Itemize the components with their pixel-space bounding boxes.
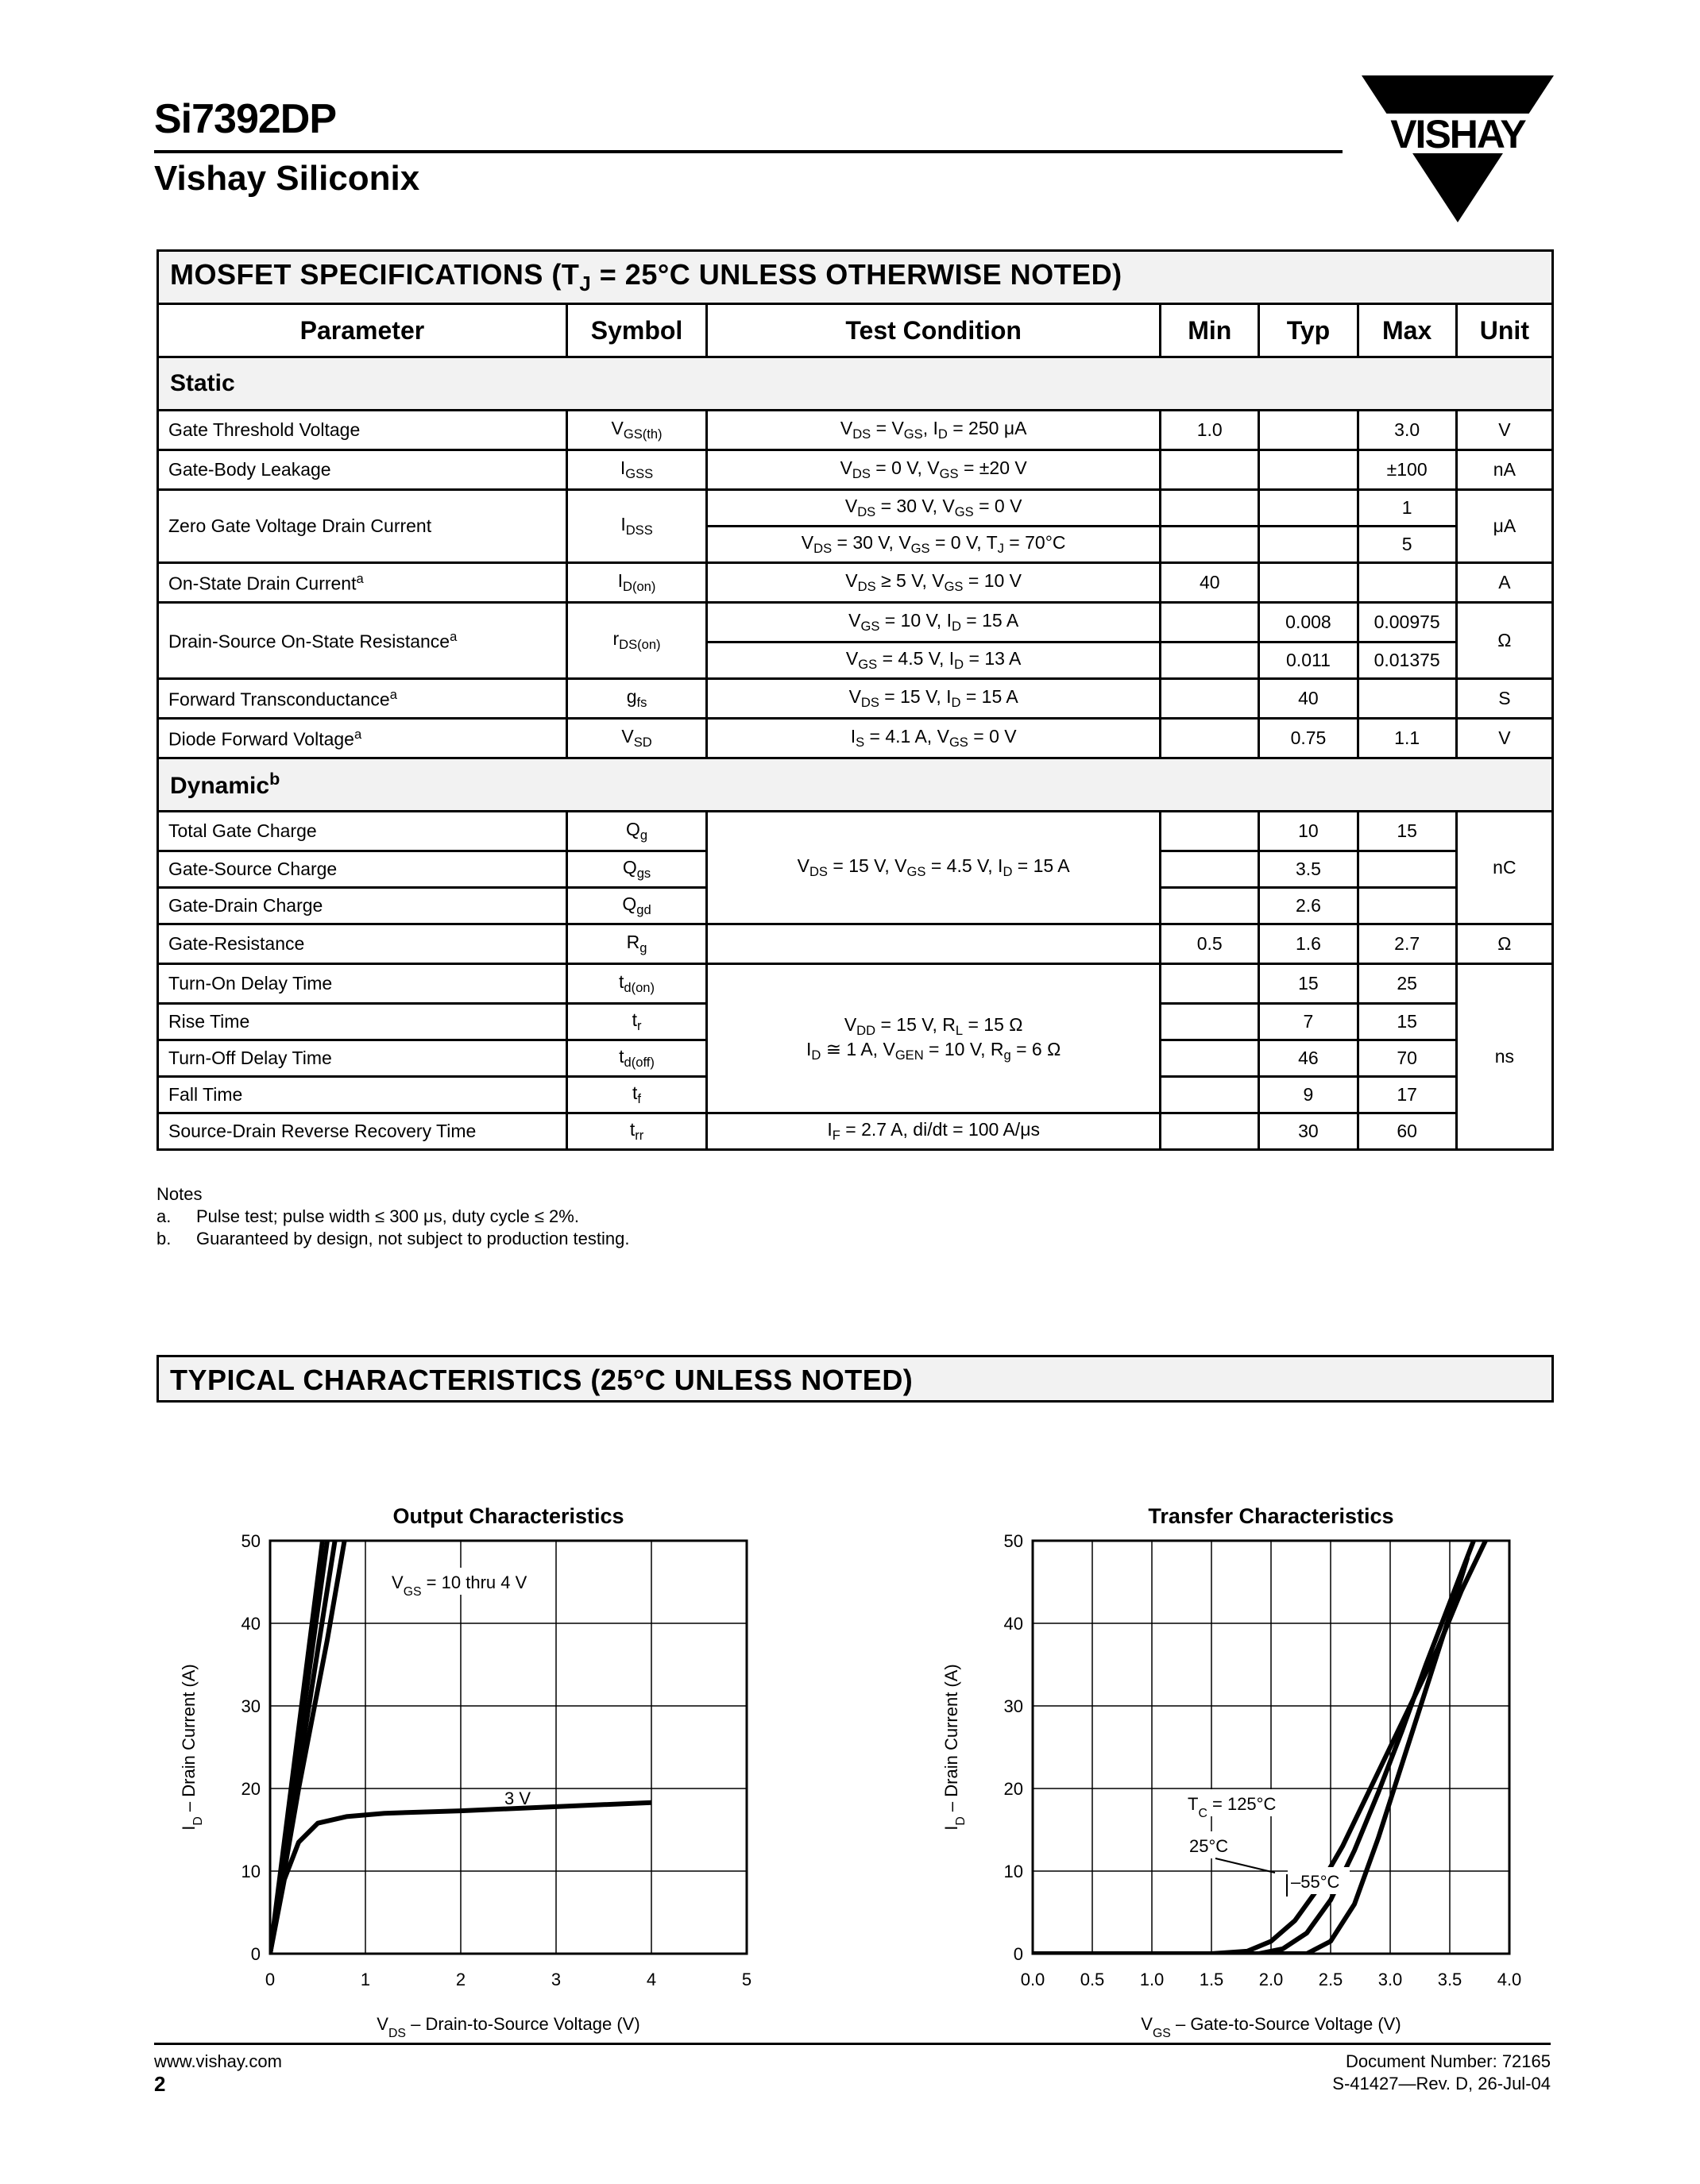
symbol-cell: $t_f$ <box>566 1077 706 1113</box>
annotation-label: 25°C <box>1189 1836 1229 1856</box>
table-row <box>158 490 1553 527</box>
typ-cell: 7 <box>1259 1004 1358 1040</box>
typ-cell <box>1259 563 1358 603</box>
unit-cell: A <box>1456 563 1552 603</box>
typ-cell <box>1259 450 1358 490</box>
y-tick-label: 10 <box>241 1862 261 1881</box>
min-cell: 1.0 <box>1161 411 1259 450</box>
vishay-logo <box>1358 75 1557 226</box>
param-cell: Turn-On Delay Time <box>158 964 567 1004</box>
min-cell <box>1161 812 1259 851</box>
note-item: a. Pulse test; pulse width ≤ 300 μs, duty cycle ≤ 2%. <box>156 1206 579 1226</box>
y-tick-label: 0 <box>250 1944 261 1964</box>
symbol-cell: $R_g$ <box>566 924 706 964</box>
max-cell: 15 <box>1358 812 1456 851</box>
col-header-test-condition: Test Condition <box>707 304 1161 357</box>
param-cell: Zero Gate Voltage Drain Current <box>158 490 567 563</box>
output-characteristics-svg <box>143 1461 779 2040</box>
max-cell <box>1358 563 1456 603</box>
y-tick-label: 50 <box>241 1531 261 1551</box>
x-axis-label: $V_{DS}$ – Drain-to-Source Voltage (V) <box>377 2014 640 2040</box>
part-number: Si7392DP <box>154 96 337 142</box>
symbol-cell: $t_{rr}$ <box>566 1113 706 1150</box>
min-cell: 0.5 <box>1161 924 1259 964</box>
table-row <box>158 603 1553 642</box>
unit-cell: Ω <box>1456 924 1552 964</box>
param-cell: Fall Time <box>158 1077 567 1113</box>
param-cell: Total Gate Charge <box>158 812 567 851</box>
y-tick-label: 20 <box>1003 1779 1023 1799</box>
symbol-cell: $Q_g$ <box>566 812 706 851</box>
min-cell <box>1161 603 1259 642</box>
min-cell <box>1161 642 1259 679</box>
table-row <box>158 1113 1553 1150</box>
param-cell: Diode Forward Voltage$^a$ <box>158 719 567 758</box>
company-name: Vishay Siliconix <box>154 159 420 198</box>
col-header-min: Min <box>1161 304 1259 357</box>
unit-cell: Ω <box>1456 603 1552 679</box>
condition-cell: $V_{DS} \ge 5$ V, $V_{GS} = 10$ V <box>707 563 1161 603</box>
annotation-label: $T_C = 125^\circ C$ <box>1188 1794 1277 1820</box>
typ-cell: 0.75 <box>1259 719 1358 758</box>
symbol-cell: $Q_{gd}$ <box>566 888 706 924</box>
max-cell: 3.0 <box>1358 411 1456 450</box>
min-cell <box>1161 851 1259 888</box>
y-tick-label: 40 <box>241 1614 261 1634</box>
section-dynamic: Dynamic$^b$ <box>158 758 1553 812</box>
transfer-characteristics-svg <box>906 1461 1541 2040</box>
param-cell: Source-Drain Reverse Recovery Time <box>158 1113 567 1150</box>
header-rule <box>154 150 1343 153</box>
annotation-label: –55°C <box>1291 1872 1340 1892</box>
series-line <box>1033 1541 1486 1954</box>
typ-cell: 3.5 <box>1259 851 1358 888</box>
typ-cell: 46 <box>1259 1040 1358 1077</box>
max-cell: 1.1 <box>1358 719 1456 758</box>
min-cell <box>1161 1004 1259 1040</box>
min-cell <box>1161 719 1259 758</box>
spec-table-title: MOSFET SPECIFICATIONS ($T_J = 25^\circ C$ UNLESS OTHERWISE NOTED) <box>158 251 1553 304</box>
condition-cell: $I_F = 2.7$ A, di/dt = 100 A/μs <box>707 1113 1161 1150</box>
x-tick-label: 5 <box>741 1970 752 1989</box>
condition-cell: $V_{DS} = 0$ V, $V_{GS} = \pm 20$ V <box>707 450 1161 490</box>
param-cell: Forward Transconductance$^a$ <box>158 679 567 719</box>
min-cell <box>1161 964 1259 1004</box>
x-tick-label: 1.5 <box>1199 1970 1224 1989</box>
unit-cell: nC <box>1456 812 1552 924</box>
footer-left <box>154 2051 282 2095</box>
symbol-cell: $t_r$ <box>566 1004 706 1040</box>
typ-cell: 0.008 <box>1259 603 1358 642</box>
footer-rule <box>154 2043 1551 2045</box>
col-header-typ: Typ <box>1259 304 1358 357</box>
typ-cell <box>1259 490 1358 527</box>
max-cell: 1 <box>1358 490 1456 527</box>
symbol-cell: $g_{fs}$ <box>566 679 706 719</box>
y-axis-label: $I_D$ – Drain Current (A) <box>941 1664 968 1831</box>
min-cell <box>1161 679 1259 719</box>
param-cell: Rise Time <box>158 1004 567 1040</box>
condition-cell: $V_{DD} = 15$ V, $R_L = 15$ Ω $I_D$ ≅ 1 A, $V_{GEN} = 10$ V, $R_g = 6$ Ω <box>707 964 1161 1113</box>
table-row <box>158 812 1553 851</box>
condition-cell: $V_{DS} = V_{GS}$, $I_D = 250$ μA <box>707 411 1161 450</box>
table-row <box>158 563 1553 603</box>
y-tick-label: 0 <box>1013 1944 1023 1964</box>
section-static: Static <box>158 357 1553 411</box>
notes-heading: Notes <box>156 1184 203 1204</box>
max-cell <box>1358 888 1456 924</box>
min-cell <box>1161 1113 1259 1150</box>
x-tick-label: 0.5 <box>1080 1970 1105 1989</box>
chart-title: Transfer Characteristics <box>1148 1504 1394 1528</box>
x-tick-label: 1 <box>360 1970 371 1989</box>
x-tick-label: 2.5 <box>1318 1970 1343 1989</box>
x-axis-label: $V_{GS}$ – Gate-to-Source Voltage (V) <box>1141 2014 1401 2040</box>
notes <box>156 1183 629 1250</box>
max-cell: 60 <box>1358 1113 1456 1150</box>
param-cell: Drain-Source On-State Resistance$^a$ <box>158 603 567 679</box>
min-cell <box>1161 527 1259 563</box>
footer-website[interactable]: www.vishay.com <box>154 2051 282 2071</box>
col-header-unit: Unit <box>1456 304 1552 357</box>
typ-cell <box>1259 411 1358 450</box>
param-cell: On-State Drain Current$^a$ <box>158 563 567 603</box>
condition-cell: $I_S = 4.1$ A, $V_{GS} = 0$ V <box>707 719 1161 758</box>
condition-cell: $V_{GS} = 10$ V, $I_D = 15$ A <box>707 603 1161 642</box>
max-cell: 15 <box>1358 1004 1456 1040</box>
transfer-characteristics-chart <box>906 1461 1700 2040</box>
footer-right <box>1332 2051 1551 2095</box>
table-row <box>158 964 1553 1004</box>
x-tick-label: 3.0 <box>1377 1970 1403 1989</box>
table-row <box>158 719 1553 758</box>
document-number: Document Number: 72165 <box>1345 2051 1551 2071</box>
max-cell: ±100 <box>1358 450 1456 490</box>
svg-text:VISHAY: VISHAY <box>1390 112 1525 156</box>
typical-characteristics-title: TYPICAL CHARACTERISTICS (25°C UNLESS NOTED) <box>170 1364 914 1396</box>
unit-cell: nA <box>1456 450 1552 490</box>
condition-cell: $V_{DS} = 15$ V, $V_{GS} = 4.5$ V, $I_D = 15$ A <box>707 812 1161 924</box>
param-cell: Gate-Resistance <box>158 924 567 964</box>
y-tick-label: 20 <box>241 1779 261 1799</box>
plot-frame <box>270 1541 747 1954</box>
param-cell: Gate-Source Charge <box>158 851 567 888</box>
symbol-cell: $I_{GSS}$ <box>566 450 706 490</box>
unit-cell: V <box>1456 719 1552 758</box>
x-tick-label: 3.5 <box>1437 1970 1462 1989</box>
max-cell: 17 <box>1358 1077 1456 1113</box>
min-cell <box>1161 1077 1259 1113</box>
page-number: 2 <box>154 2072 166 2096</box>
max-cell: 70 <box>1358 1040 1456 1077</box>
table-row <box>158 924 1553 964</box>
x-tick-label: 0.0 <box>1020 1970 1045 1989</box>
symbol-cell: $t_{d(on)}$ <box>566 964 706 1004</box>
min-cell <box>1161 490 1259 527</box>
condition-cell <box>707 924 1161 964</box>
symbol-cell: $V_{SD}$ <box>566 719 706 758</box>
unit-cell: S <box>1456 679 1552 719</box>
max-cell: 0.01375 <box>1358 642 1456 679</box>
typ-cell: 15 <box>1259 964 1358 1004</box>
min-cell: 40 <box>1161 563 1259 603</box>
min-cell <box>1161 888 1259 924</box>
y-tick-label: 30 <box>241 1696 261 1716</box>
param-cell: Gate-Drain Charge <box>158 888 567 924</box>
condition-cell: $V_{GS} = 4.5$ V, $I_D = 13$ A <box>707 642 1161 679</box>
mosfet-specifications-table <box>156 249 1554 1151</box>
table-row <box>158 411 1553 450</box>
y-tick-label: 30 <box>1003 1696 1023 1716</box>
series-line <box>1033 1557 1468 1954</box>
annotation-label: 3 V <box>504 1788 531 1808</box>
min-cell <box>1161 1040 1259 1077</box>
x-tick-label: 1.0 <box>1139 1970 1165 1989</box>
y-tick-label: 40 <box>1003 1614 1023 1634</box>
condition-cell: $V_{DS} = 15$ V, $I_D = 15$ A <box>707 679 1161 719</box>
y-axis-label: $I_D$ – Drain Current (A) <box>179 1664 205 1831</box>
table-row <box>158 679 1553 719</box>
y-tick-label: 10 <box>1003 1862 1023 1881</box>
typ-cell: 9 <box>1259 1077 1358 1113</box>
max-cell: 2.7 <box>1358 924 1456 964</box>
output-characteristics-chart <box>143 1461 937 2040</box>
symbol-cell: $Q_{gs}$ <box>566 851 706 888</box>
param-cell: Gate Threshold Voltage <box>158 411 567 450</box>
unit-cell: μA <box>1456 490 1552 563</box>
typ-cell: 10 <box>1259 812 1358 851</box>
symbol-cell: $t_{d(off)}$ <box>566 1040 706 1077</box>
note-item: b. Guaranteed by design, not subject to production testing. <box>156 1229 630 1248</box>
max-cell: 0.00975 <box>1358 603 1456 642</box>
unit-cell: V <box>1456 411 1552 450</box>
revision: S-41427—Rev. D, 26-Jul-04 <box>1332 2074 1551 2093</box>
chart-title: Output Characteristics <box>392 1504 624 1528</box>
symbol-cell: $V_{GS(th)}$ <box>566 411 706 450</box>
symbol-cell: $r_{DS(on)}$ <box>566 603 706 679</box>
x-tick-label: 3 <box>551 1970 562 1989</box>
condition-cell: $V_{DS} = 30$ V, $V_{GS} = 0$ V, $T_J = 70^\circ C$ <box>707 527 1161 563</box>
col-header-parameter: Parameter <box>158 304 567 357</box>
x-tick-label: 4 <box>646 1970 657 1989</box>
x-tick-label: 2.0 <box>1258 1970 1284 1989</box>
table-row <box>158 450 1553 490</box>
typ-cell: 40 <box>1259 679 1358 719</box>
typ-cell: 1.6 <box>1259 924 1358 964</box>
typ-cell: 2.6 <box>1259 888 1358 924</box>
col-header-symbol: Symbol <box>566 304 706 357</box>
x-tick-label: 2 <box>455 1970 466 1989</box>
max-cell <box>1358 851 1456 888</box>
typ-cell: 0.011 <box>1259 642 1358 679</box>
typical-characteristics-banner <box>156 1355 1554 1403</box>
annotation-label: $V_{GS} = 10$ thru 4 V <box>392 1572 527 1599</box>
unit-cell: ns <box>1456 964 1552 1150</box>
param-cell: Turn-Off Delay Time <box>158 1040 567 1077</box>
symbol-cell: $I_{DSS}$ <box>566 490 706 563</box>
max-cell <box>1358 679 1456 719</box>
param-cell: Gate-Body Leakage <box>158 450 567 490</box>
condition-cell: $V_{DS} = 30$ V, $V_{GS} = 0$ V <box>707 490 1161 527</box>
symbol-cell: $I_{D(on)}$ <box>566 563 706 603</box>
y-tick-label: 50 <box>1003 1531 1023 1551</box>
col-header-max: Max <box>1358 304 1456 357</box>
max-cell: 5 <box>1358 527 1456 563</box>
typ-cell <box>1259 527 1358 563</box>
x-tick-label: 0 <box>265 1970 276 1989</box>
typ-cell: 30 <box>1259 1113 1358 1150</box>
max-cell: 25 <box>1358 964 1456 1004</box>
x-tick-label: 4.0 <box>1497 1970 1522 1989</box>
min-cell <box>1161 450 1259 490</box>
